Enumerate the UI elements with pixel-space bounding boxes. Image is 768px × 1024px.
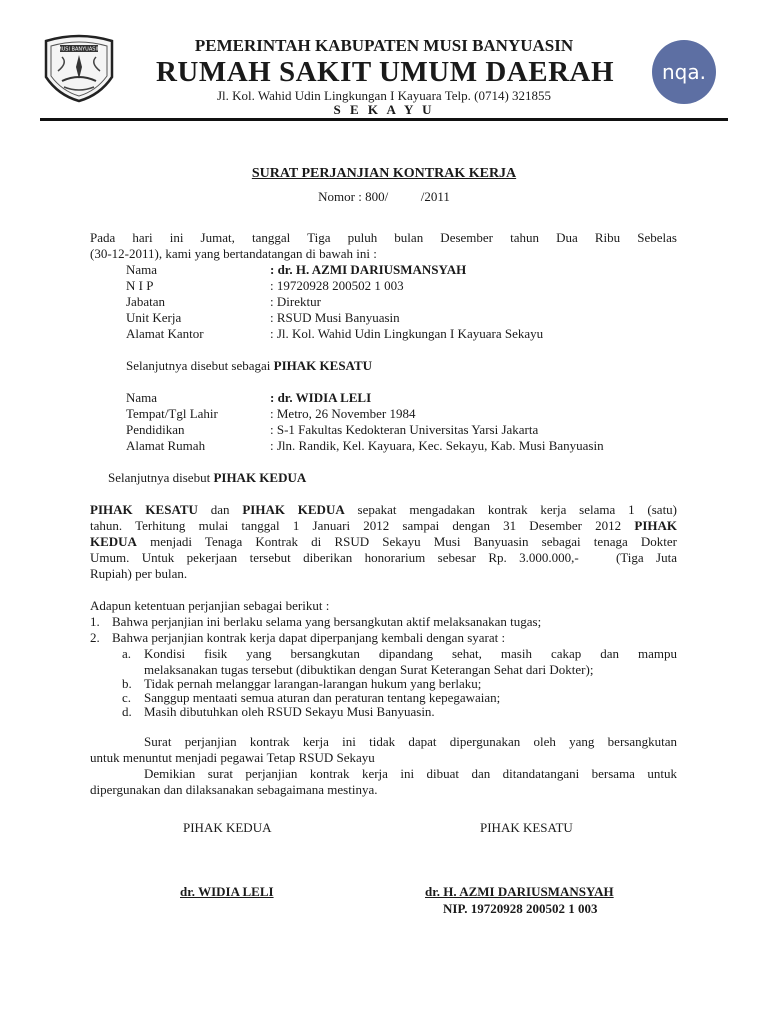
hospital-address: Jl. Kol. Wahid Udin Lingkungan I Kayuara Telp. (0714) 321855	[216, 88, 552, 103]
agreement-line: Rupiah) per bulan.	[90, 566, 188, 581]
subterm-text: Masih dibutuhkan oleh RSUD Sekayu Musi Banyuasin.	[144, 704, 435, 719]
nqa-logo-text: nqa.	[662, 60, 706, 84]
term-number: 2.	[90, 630, 100, 645]
text: sepakat mengadakan kontrak kerja selama 1 (satu)	[344, 502, 678, 517]
field-value: : RSUD Musi Banyuasin	[270, 310, 400, 325]
field-value: : Jln. Randik, Kel. Kayuara, Kec. Sekayu, Kab. Musi Banyuasin	[270, 438, 604, 453]
closing-line: Demikian surat perjanjian kontrak kerja ini dibuat dan ditandatangani bersama untuk	[144, 766, 677, 781]
closing-line: Surat perjanjian kontrak kerja ini tidak dapat dipergunakan oleh yang bersangkutan	[144, 734, 677, 749]
hospital-name: RUMAH SAKIT UMUM DAERAH	[155, 56, 615, 88]
subterm-text: Kondisi fisik yang bersangkutan dipandang sehat, masih cakap dan mampu	[144, 646, 677, 661]
party-two-bold: PIHAK KEDUA	[242, 502, 345, 517]
party-two-bold: KEDUA	[90, 534, 137, 549]
signature-role-right: PIHAK KESATU	[480, 820, 573, 835]
subterm-text: melaksanakan tugas tersebut (dibuktikan dengan Surat Keterangan Sehat dari Dokter);	[144, 662, 594, 677]
term-text: Bahwa perjanjian kontrak kerja dapat diperpanjang kembali dengan syarat :	[112, 630, 506, 645]
ref-text: Selanjutnya disebut	[108, 470, 214, 485]
ref-text: Selanjutnya disebut sebagai	[126, 358, 274, 373]
field-label: N I P	[126, 278, 154, 293]
text: tahun. Terhitung mulai tanggal 1 Januari 2012 sampai dengan 31 Desember 2012	[90, 518, 635, 533]
intro-line-1: Pada hari ini Jumat, tanggal Tiga puluh bulan Desember tahun Dua Ribu Sebelas	[90, 230, 677, 245]
emblem-text: MUSI BANYUASIN	[57, 46, 101, 53]
signature-name-right: dr. H. AZMI DARIUSMANSYAH	[425, 884, 614, 899]
signature-name-left: dr. WIDIA LELI	[180, 884, 274, 899]
field-label: Nama	[126, 390, 158, 405]
ref-bold: PIHAK KESATU	[273, 358, 373, 373]
party-one-bold: PIHAK KESATU	[90, 502, 198, 517]
agreement-line	[90, 518, 677, 534]
party-two-reference	[108, 470, 306, 486]
agreement-line	[90, 502, 677, 518]
text: dan	[197, 502, 243, 517]
field-label: Tempat/Tgl Lahir	[126, 406, 218, 421]
subterm-mark: b.	[122, 676, 132, 691]
field-value: : 19720928 200502 1 003	[270, 278, 404, 293]
field-value: : Direktur	[270, 294, 321, 309]
closing-line: dipergunakan dan dilaksanakan sebagaimana mestinya.	[90, 782, 378, 797]
government-name: PEMERINTAH KABUPATEN MUSI BANYUASIN	[194, 36, 574, 55]
subterm-text: Sanggup mentaati semua aturan dan peraturan tentang kepegawaian;	[144, 690, 501, 705]
party-one-reference	[126, 358, 372, 374]
field-value: : Jl. Kol. Wahid Udin Lingkungan I Kayuara Sekayu	[270, 326, 544, 341]
field-value: : dr. WIDIA LELI	[270, 390, 372, 405]
ref-bold: PIHAK KEDUA	[213, 470, 307, 485]
subterm-mark: d.	[122, 704, 132, 719]
subterm-mark: a.	[122, 646, 132, 661]
intro-line-2: (30-12-2011), kami yang bertandatangan di bawah ini :	[90, 246, 377, 261]
party-two-bold: PIHAK	[634, 518, 677, 533]
nqa-logo	[652, 40, 716, 104]
signature-nip-right: NIP. 19720928 200502 1 003	[443, 901, 598, 916]
field-value: : dr. H. AZMI DARIUSMANSYAH	[270, 262, 467, 277]
field-value: : Metro, 26 November 1984	[270, 406, 416, 421]
letter-title: SURAT PERJANJIAN KONTRAK KERJA	[251, 166, 517, 181]
closing-line: untuk menuntut menjadi pegawai Tetap RSUD Sekayu	[90, 750, 375, 765]
terms-intro: Adapun ketentuan perjanjian sebagai berikut :	[90, 598, 330, 613]
agreement-line: Umum. Untuk pekerjaan tersebut diberikan honorarium sebesar Rp. 3.000.000,- (Tiga Juta	[90, 550, 677, 565]
field-label: Nama	[126, 262, 158, 277]
agreement-line	[90, 534, 677, 550]
field-label: Alamat Rumah	[126, 438, 206, 453]
term-text: Bahwa perjanjian ini berlaku selama yang bersangkutan aktif melaksanakan tugas;	[112, 614, 542, 629]
subterm-text: Tidak pernah melanggar larangan-larangan hukum yang berlaku;	[144, 676, 482, 691]
text: menjadi Tenaga Kontrak di RSUD Sekayu Musi Banyuasin sebagai tenaga Dokter	[136, 534, 677, 549]
signature-role-left: PIHAK KEDUA	[183, 820, 272, 835]
field-label: Pendidikan	[126, 422, 185, 437]
term-number: 1.	[90, 614, 100, 629]
field-label: Jabatan	[126, 294, 165, 309]
hospital-city: S E K A Y U	[333, 102, 435, 117]
header-divider	[40, 118, 728, 121]
letter-number: Nomor : 800/ /2011	[318, 189, 450, 204]
field-label: Unit Kerja	[126, 310, 182, 325]
field-value: : S-1 Fakultas Kedokteran Universitas Yarsi Jakarta	[270, 422, 539, 437]
subterm-mark: c.	[122, 690, 132, 705]
field-label: Alamat Kantor	[126, 326, 204, 341]
